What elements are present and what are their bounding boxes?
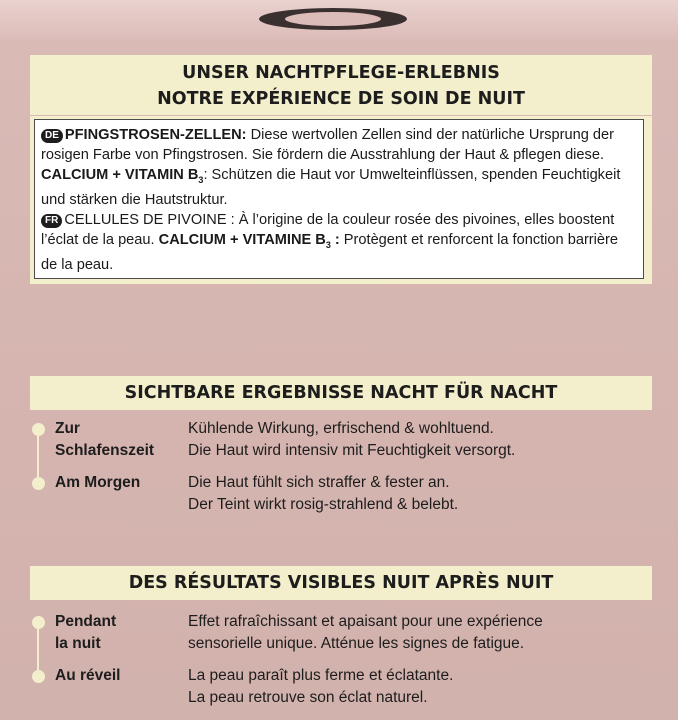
de-row-desc: Kühlende Wirkung, erfrischend & wohltuend. Die Haut wird intensiv mit Feuchtigkeit versorgt. [188, 420, 516, 459]
de-text-1: Diese wertvollen Zellen sind der natürliche Ursprung der rosigen Farbe von Pfingstrosen. Sie fördern die Ausstrahlung der Haut & pflegen diese. [41, 127, 614, 163]
fr-row-label: Pendant la nuit [55, 613, 117, 652]
de-timeline-line [37, 430, 39, 482]
header-title-de: UNSER NACHTPFLEGE-ERLEBNIS [182, 63, 500, 83]
box-lid [0, 0, 682, 40]
bullet-dot [32, 477, 45, 490]
fr-text-1: À l’origine de la couleur rosée des pivoines, elles boostent l’éclat de la peau. [41, 211, 615, 248]
de-subscript: 3 [198, 174, 204, 185]
de-row-desc: Die Haut fühlt sich straffer & fester an. Der Teint wirkt rosig-strahlend & belebt. [188, 474, 459, 513]
de-row-label: Am Morgen [55, 474, 141, 491]
lid-logo-mark [259, 8, 407, 30]
de-title: PFINGSTROSEN-ZELLEN: [64, 127, 247, 143]
de-text-2: : Schützen die Haut vor Umwelteinflüssen, spenden Feuchtigkeit und stärken die Hautstruktur. [41, 167, 621, 208]
fr-title-2: CALCIUM + VITAMINE B [158, 231, 326, 248]
bullet-dot [32, 423, 45, 436]
ingredients-box [34, 119, 644, 279]
fr-text-2: Protègent et renforcent la fonction barrière de la peau. [41, 231, 619, 273]
ingredients-de [41, 125, 637, 210]
de-section-title: SICHTBARE ERGEBNISSE NACHT FÜR NACHT [30, 376, 652, 410]
panel-edge [678, 0, 682, 720]
fr-timeline-line [37, 622, 39, 676]
bullet-dot [32, 670, 45, 683]
fr-row-label: Au réveil [55, 667, 121, 684]
ingredients-fr [41, 210, 637, 275]
fr-section-title: DES RÉSULTATS VISIBLES NUIT APRÈS NUIT [30, 566, 652, 600]
fr-title: CELLULES DE PIVOINE : [64, 211, 235, 228]
fr-title-2-end: : [330, 231, 340, 248]
de-row-label: Zur Schlafenszeit [55, 420, 155, 459]
ingredients-frame [30, 116, 652, 284]
fr-badge: FR [41, 214, 62, 228]
de-badge: DE [41, 129, 63, 143]
fr-subscript: 3 [325, 239, 331, 250]
bullet-dot [32, 616, 45, 629]
fr-row-desc: Effet rafraîchissant et apaisant pour une expérience sensorielle unique. Atténue les signes de fatigue. [188, 613, 543, 652]
header-title-fr: NOTRE EXPÉRIENCE DE SOIN DE NUIT [157, 89, 525, 109]
de-title-2: CALCIUM + VITAMIN B [41, 167, 199, 183]
fr-row-desc: La peau paraît plus ferme et éclatante. La peau retrouve son éclat naturel. [188, 667, 454, 706]
header-banner [30, 55, 652, 115]
